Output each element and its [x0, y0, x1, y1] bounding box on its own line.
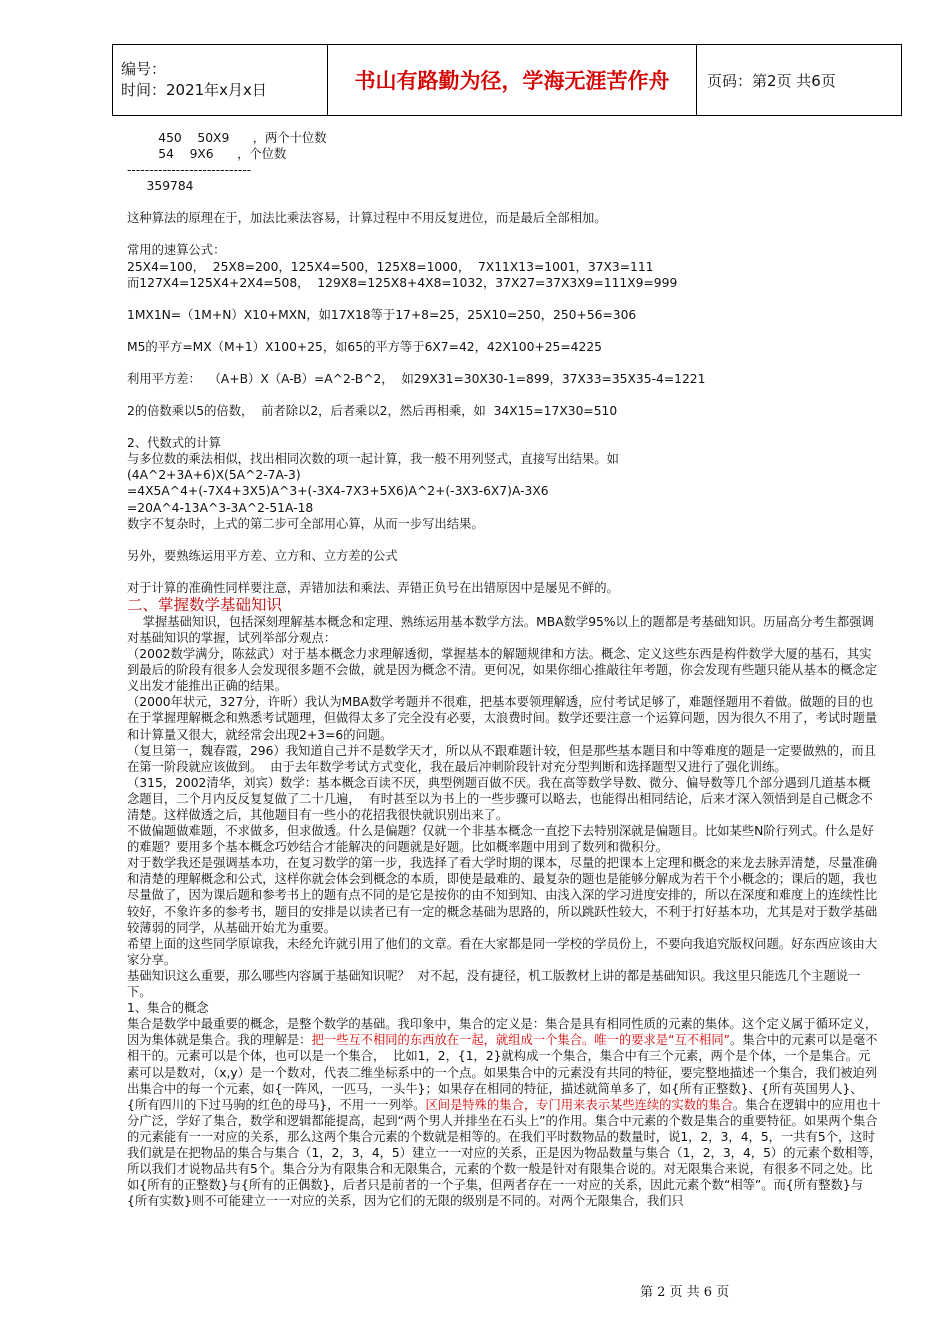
quote-paragraph: （2002数学满分，陈兹武）对于基本概念力求理解透彻，掌握基本的解题规律和方法。概念、定义这些东西是构件数学大厦的基石，其实到最后的阶段有很多人会发现很多题不会做，就是因为概念不清。更何况，如果你细心推敲往年考题，你会发现有些题只能从基本的概念定义出发才能推出正确的结果。: [127, 647, 878, 694]
calc-divider: ----------------------------: [127, 163, 252, 178]
formula-line: 1MX1N=（1M+N）X10+MXN，如17X18等于17+8=25，25X10=250，250+56=306: [127, 307, 637, 322]
quote-paragraph: （复旦第一，魏春霞，296）我知道自己并不是数学天才，所以从不跟难题计较，但是那些基本题目和中等难度的题是一定要做熟的，而且在第一阶段就应该做到。 由于去年数学考试方式变化，我在最后冲刺阶段针对充分型判断和选择题型又进行了强化训练。: [127, 743, 876, 774]
formula-line: M5的平方=MX（M+1）X100+25，如65的平方等于6X7=42，42X100+25=4225: [127, 339, 602, 354]
text-span: 。集合在逻辑中的应用也十分广泛，学好了集合，数学和逻辑都能提高，起到“两个男人并排坐在石头上”的作用。集合中元素的个数是集合的重要特征。如果两个集合的元素能有一一对应的关系，那么这两个集合元素的个数就是相等的。在我们平时数物品的数量时，说1，2，3，4，5，一共有5个，这时我们就是在把物品的集合与集合（1，2，3，4，5）建立一一对应的关系，正是因为物品数量与集合（1，2，3，4，5）的元素个数相等，所以我们才说物品共有5个。集合分为有限集合和无限集合，元素的个数一般是针对有限集合说的。对无限集合来说，有很多不同之处。比如{所有的正整数}与{所有的正偶数}，后者只是前者的一个子集，但两者存在一一对应的关系，因此元素个数“相等”。而{所有整数}与{所有实数}则不可能建立一一对应的关系，因为它们的无限的级别是不同的。对两个无限集合，我们只: [127, 1097, 882, 1209]
formula-line: 而127X4=125X4+2X4=508， 129X8=125X8+4X8=1032，37X27=37X3X9=111X9=999: [127, 275, 678, 290]
quote-paragraph: （315，2002清华，刘宾）数学：基本概念百读不厌，典型例题百做不厌。我在高等数学导数、微分、偏导数等几个部分遇到几道基本概念题目，二个月内反反复复做了二十几遍， 有时甚至以为书上的一些步骤可以略去，也能得出相同结论，后来才深入领悟到是自己概念不清楚。这样做透之后，其他题目有一些小的花招我很快就识别出来了。: [127, 775, 873, 822]
highlight-text: 区间是特殊的集合，专门用来表示某些连续的实数的集合: [425, 1097, 733, 1112]
paragraph: 与多位数的乘法相似，找出相同次数的项一起计算，我一般不用列竖式，直接写出结果。如: [127, 452, 619, 467]
paragraph: 常用的速算公式：: [127, 243, 226, 258]
text-span: 。集合中的元素可以是毫不相干的。元素可以是个体，也可以是一个集合， 比如1，2，{1，2}就构成一个集合，集合中有三个元素，两个是个体，一个是集合。元素可以是数对，（x,y）是一个数对，代表二维坐标系中的一个点。如果集合中的元素没有共同的特征，要完整地描述一个集合，我们被迫列出集合中的每一个元素，如{一阵风，一匹马，一头牛}；如果存在相同的特征，描述就简单多了，如{所有正整数}、{所有英国男人}、{所有四川的下过马驹的红色的母马}，不用一一列举。: [127, 1033, 878, 1112]
paragraph: 另外，要熟练运用平方差、立方和、立方差的公式: [127, 548, 398, 563]
header-motto: 书山有路勤为径，学海无涯苦作舟: [328, 45, 697, 116]
calc-line: 450 50X9 ，两个十位数: [127, 131, 327, 145]
page-footer: 第 2 页 共 6 页: [640, 1285, 730, 1300]
header-page-number: 页码：第2页 共6页: [697, 45, 902, 116]
header-info: [113, 45, 328, 116]
paragraph: 希望上面的这些同学原谅我，未经允许就引用了他们的文章。看在大家都是同一学校的学员份上，不要向我追究版权问题。好东西应该由大家分享。: [127, 936, 878, 967]
section-title: 二、掌握数学基础知识: [127, 595, 283, 614]
document-number-label: 编号：: [121, 60, 167, 78]
formula-line: =4X5A^4+(-7X4+3X5)A^3+(-3X4-7X3+5X6)A^2+(-3X3-6X7)A-3X6: [127, 484, 549, 499]
formula-line: 利用平方差： （A+B）X（A-B）=A^2-B^2， 如29X31=30X30-1=899，37X33=35X35-4=1221: [127, 371, 706, 386]
subheading: 2、代数式的计算: [127, 436, 221, 451]
paragraph: 掌握基础知识，包括深刻理解基本概念和定理、熟练运用基本数学方法。MBA数学95%以上的题都是考基础知识。历届高分考生都强调对基础知识的掌握，试列举部分观点：: [127, 614, 874, 645]
paragraph: 基础知识这么重要，那么哪些内容属于基础知识呢？ 对不起，没有捷径，机工版教材上讲的都是基础知识。我这里只能选几个主题说一下。: [127, 968, 861, 1000]
formula-line: =20A^4-13A^3-3A^2-51A-18: [127, 500, 314, 515]
paragraph: 对于计算的准确性同样要注意，弄错加法和乘法、弄错正负号在出错原因中是屡见不鲜的。: [127, 580, 619, 595]
text-span: 集合是数学中最重要的概念，是整个数学的基础。我印象中，集合的定义是：集合是具有相同性质的元素的集体。这个定义属于循环定义，因为集体就是集合。我的理解是：: [127, 1017, 878, 1048]
page-header: [112, 44, 902, 116]
formula-line: (4A^2+3A+6)X(5A^2-7A-3): [127, 468, 301, 483]
document-body: [127, 130, 882, 1209]
calc-line: 54 9X6 ，个位数: [127, 147, 287, 162]
paragraph: 不做偏题做难题，不求做多，但求做透。什么是偏题？仅就一个非基本概念一直挖下去特别深就是偏题目。比如某些N阶行列式。什么是好的难题？要用多个基本概念巧妙结合才能解决的问题就是好题。比如概率题中用到了数列和微积分。: [127, 824, 875, 855]
paragraph: 这种算法的原理在于，加法比乘法容易，计算过程中不用反复进位，而是最后全部相加。: [127, 211, 607, 226]
document-time-label: 时间：2021年x月x日: [121, 81, 267, 99]
paragraph: 数字不复杂时，上式的第二步可全部用心算，从而一步写出结果。: [127, 516, 484, 531]
highlight-text: 把一些互不相同的东西放在一起，就组成一个集合。唯一的要求是“互不相同”: [311, 1033, 731, 1048]
formula-line: 25X4=100， 25X8=200，125X4=500，125X8=1000， 7X11X13=1001，37X3=111: [127, 259, 654, 274]
quote-paragraph: （2000年状元，327分，许昕）我认为MBA数学考题并不很难，把基本要领理解透，应付考试足够了，难题怪题用不着做。做题的目的也在于掌握理解概念和熟悉考试题理，但做得太多了完全没有必要，太浪费时间。数学还要注意一个运算问题，因为很久不用了，考试时题量和计算量又很大，就经常会出现2+3=6的问题。: [127, 695, 878, 742]
paragraph: 对于数学我还是强调基本功，在复习数学的第一步，我选择了看大学时期的课本，尽量的把课本上定理和概念的来龙去脉弄清楚，尽量准确和清楚的理解概念和公式，这样你就会体会到概念的本质，即使是最难的、最复杂的题也是能够分解成为若干个小概念的；课后的题，我也尽量做了，因为课后题和参考书上的题有点不同的是它是按你的由不知到知、由浅入深的学习进度安排的，所以在深度和难度上的连续性比较好，不象许多的参考书，题目的安排是以读者已有一定的概念基础为思路的，所以跳跃性较大，不利于打好基本功，尤其是对于数学基础较薄弱的同学，从基础开始尤为重要。: [127, 856, 878, 935]
formula-line: 2的倍数乘以5的倍数， 前者除以2，后者乘以2，然后再相乘，如 34X15=17X30=510: [127, 404, 618, 419]
subheading: 1、集合的概念: [127, 1001, 209, 1016]
calc-result: 359784: [127, 179, 194, 194]
paragraph-set-concept: [127, 1016, 882, 1209]
